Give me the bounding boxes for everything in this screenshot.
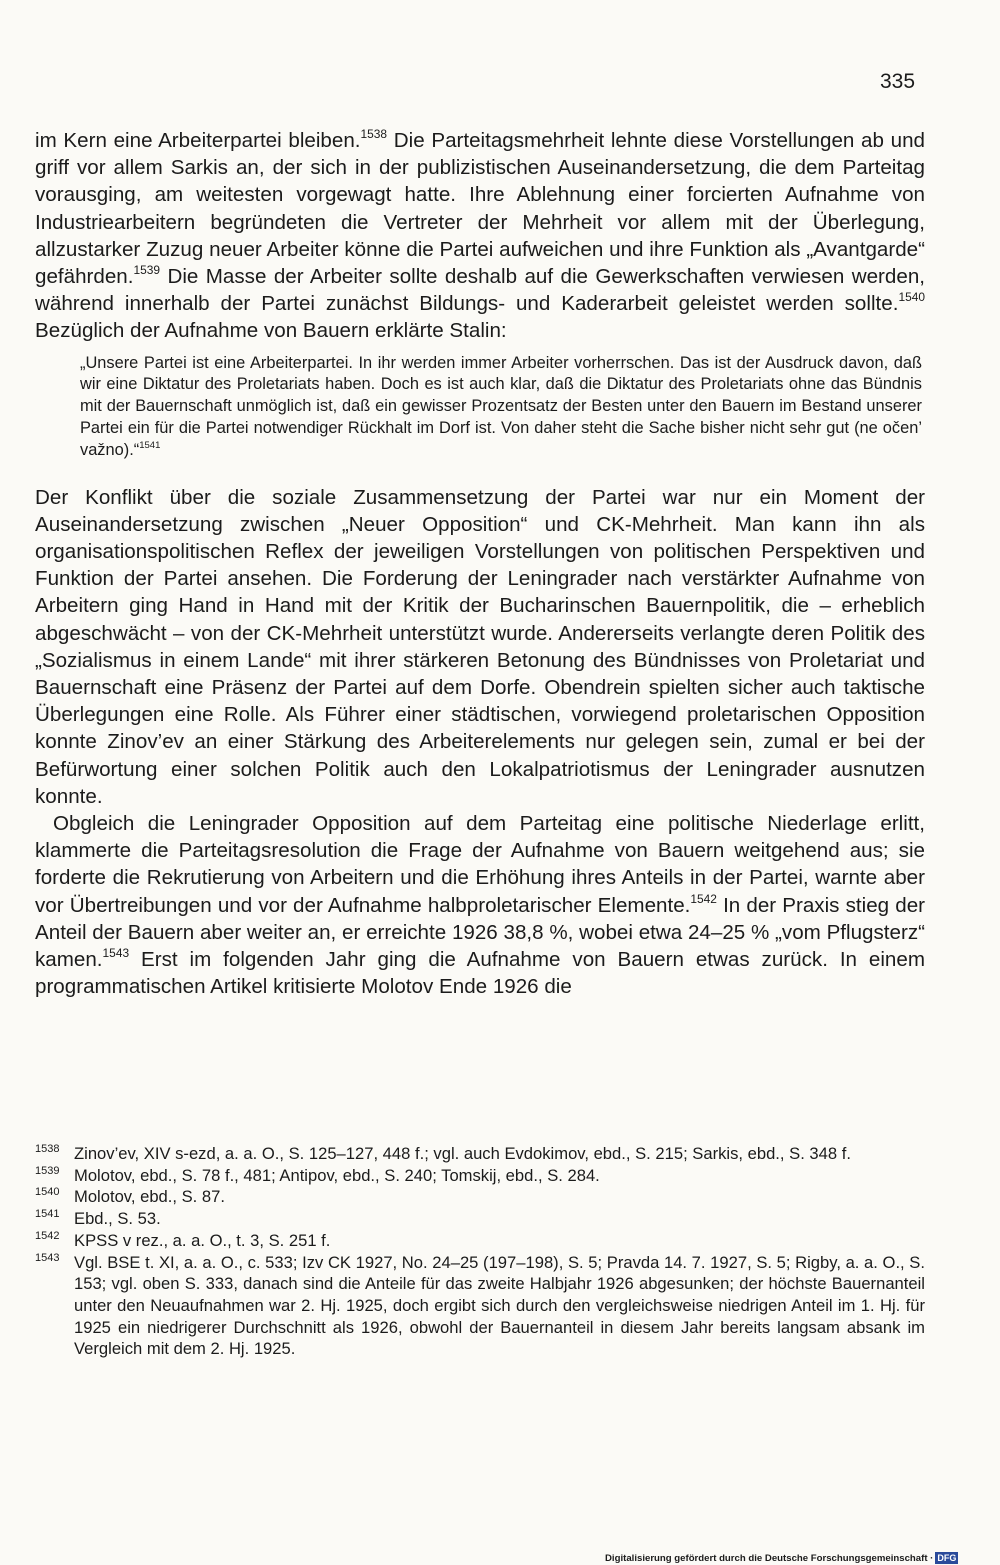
footnote-text: Vgl. BSE t. XI, a. a. O., c. 533; Izv CK 1927, No. 24–25 (197–198), S. 5; Pravda 14. 7. 1927, S. 5; Rigby, a. a. O., S. 153; vgl. oben S. 333, danach sind die Anteile für das zweite Halbjahr 1926 abgesunken; der höchste Bauernanteil unter den Neuaufnahmen war 2. Hj. 1925, doch ergibt sich durch den vergleichsweise niedrigen Anteil im 1. Hj. für 1925 ein niedrigerer Durchschnitt als 1926, obwohl der Bauernanteil in diesem Jahr bereits langsam absank im Vergleich mit dem 2. Hj. 1925.	[74, 1252, 925, 1359]
footnote-reference: 1542	[690, 891, 717, 906]
footnote-number: 1543	[35, 1251, 60, 1264]
text-run: „Unsere Partei ist eine Arbeiterpartei. In ihr werden immer Arbeiter vorherrschen. Das ist der Ausdruck davon, daß wir eine Diktatur des Proletariats haben. Doch es ist auch klar, daß die Diktatur des Proletariats ohne das Bündnis mit der Bauernschaft unmöglich ist, daß ein gewisser Prozentsatz der Besten unter den Bauern im Bestand unserer Partei ein für die Partei notwendiger Rückhalt im Dorf ist. Von daher steht die Sache bisher nicht sehr gut (ne očen’ važno).“	[80, 353, 922, 459]
paragraph	[35, 127, 925, 345]
footnote-number: 1541	[35, 1208, 60, 1221]
footnote	[35, 1143, 925, 1165]
footnote-reference: 1541	[139, 439, 161, 451]
footnote	[35, 1252, 925, 1361]
footnote-number: 1539	[35, 1164, 60, 1177]
dfg-logo: DFG	[937, 1553, 957, 1563]
main-text	[35, 127, 925, 1000]
footnote-text: Molotov, ebd., S. 78 f., 481; Antipov, ebd., S. 240; Tomskij, ebd., S. 284.	[74, 1165, 600, 1185]
paragraph	[35, 810, 925, 1000]
footnote	[35, 1165, 925, 1187]
footnote-reference: 1543	[102, 946, 130, 961]
footnote	[35, 1208, 925, 1230]
paragraphs-before-quote	[35, 127, 925, 345]
text-run: In der Praxis stieg der Anteil der Bauern aber weiter an, er erreichte 1926 38,8 %, wobei etwa 24–25 % „vom Pflugsterz“ kamen.	[35, 893, 926, 972]
block-quote	[80, 353, 922, 462]
text-run: im Kern eine Arbeiterpartei bleiben.	[35, 129, 361, 152]
footnote-number: 1538	[35, 1143, 60, 1155]
footnote-text: Zinov’ev, XIV s-ezd, a. a. O., S. 125–127, 448 f.; vgl. auch Evdokimov, ebd., S. 215; Sarkis, ebd., S. 348 f.	[74, 1144, 851, 1163]
footnote-text: Molotov, ebd., S. 87.	[74, 1187, 225, 1207]
credit-text: Digitalisierung gefördert durch die Deutsche Forschungsgemeinschaft ·	[605, 1553, 934, 1564]
footnote-text: KPSS v rez., a. a. O., t. 3, S. 251 f.	[74, 1230, 331, 1250]
text-run: Die Parteitagsmehrheit lehnte diese Vorstellungen ab und griff vor allem Sarkis an, der sich in der publizistischen Auseinandersetzung, die dem Parteitag vorausging, am weitesten vorgewagt hatte. Ihre Ablehnung einer forcierten Aufnahme von Industriearbeitern begründeten die Vertreter der Mehrheit vor allem mit der Überlegung, allzustarker Zuzug neuer Arbeiter könne die Partei aufweichen und ihre Funktion als „Avantgarde“ gefährden.	[35, 129, 925, 289]
footnote-number: 1542	[35, 1229, 60, 1242]
footnote-reference: 1539	[133, 263, 161, 278]
footnote	[35, 1230, 925, 1252]
footnote-number: 1540	[35, 1186, 60, 1199]
text-run: Obgleich die Leningrader Opposition auf dem Parteitag eine politische Niederlage erlitt, klammerte die Parteitagsresolution die Frage der Aufnahme von Bauern weitgehend aus; sie forderte die Rekrutierung von Arbeitern und die Erhöhung ihres Anteils in der Partei, warnte aber vor Übertreibungen und vor der Aufnahme halbproletarischer Elemente.	[35, 812, 925, 917]
paragraph	[35, 484, 925, 810]
footnotes	[35, 1143, 925, 1360]
digitization-credit	[605, 1552, 958, 1565]
footnote-reference: 1538	[360, 127, 388, 142]
text-run: Der Konflikt über die soziale Zusammensetzung der Partei war nur ein Moment der Auseinandersetzung zwischen „Neuer Opposition“ und CK-Mehrheit. Man kann ihn als organisationspolitischen Reflex der jeweiligen Vorstellungen von politischen Perspektiven und Funktion der Partei ansehen. Die Forderung der Leningrader nach verstärkter Aufnahme von Arbeitern ging Hand in Hand mit der Kritik der Bucharinschen Bauernpolitik, die – erheblich abgeschwächt – von der CK-Mehrheit unterstützt wurde. Andererseits verlangte deren Politik des „Sozialismus in einem Lande“ mit ihrer stärkeren Betonung des Bündnisses von Proletariat und Bauernschaft eine Präsenz der Partei auf dem Dorfe. Obendrein spielten sicher auch taktische Überlegungen eine Rolle. Als Führer einer städtischen, vorwiegend proletarischen Opposition konnte Zinov’ev an einer Stärkung des Arbeiterelements nur gelegen sein, zumal er bei der Befürwortung einer solchen Politik auch den Lokalpatriotismus der Leningrader ausnutzen konnte.	[35, 485, 925, 808]
text-run: Die Masse der Arbeiter sollte deshalb auf die Gewerkschaften verwiesen werden, während innerhalb der Partei zunächst Bildungs- und Kaderarbeit geleistet werden sollte.	[35, 265, 925, 316]
paragraphs-after-quote	[35, 484, 925, 1001]
footnote	[35, 1186, 925, 1208]
footnote-text: Ebd., S. 53.	[74, 1209, 161, 1229]
page-number: 335	[880, 70, 916, 93]
text-run: Bezüglich der Aufnahme von Bauern erklärte Stalin:	[35, 319, 507, 343]
footnote-reference: 1540	[898, 290, 925, 305]
text-run: Erst im folgenden Jahr ging die Aufnahme von Bauern etwas zurück. In einem programmatischen Artikel kritisierte Molotov Ende 1926 die	[35, 948, 925, 999]
